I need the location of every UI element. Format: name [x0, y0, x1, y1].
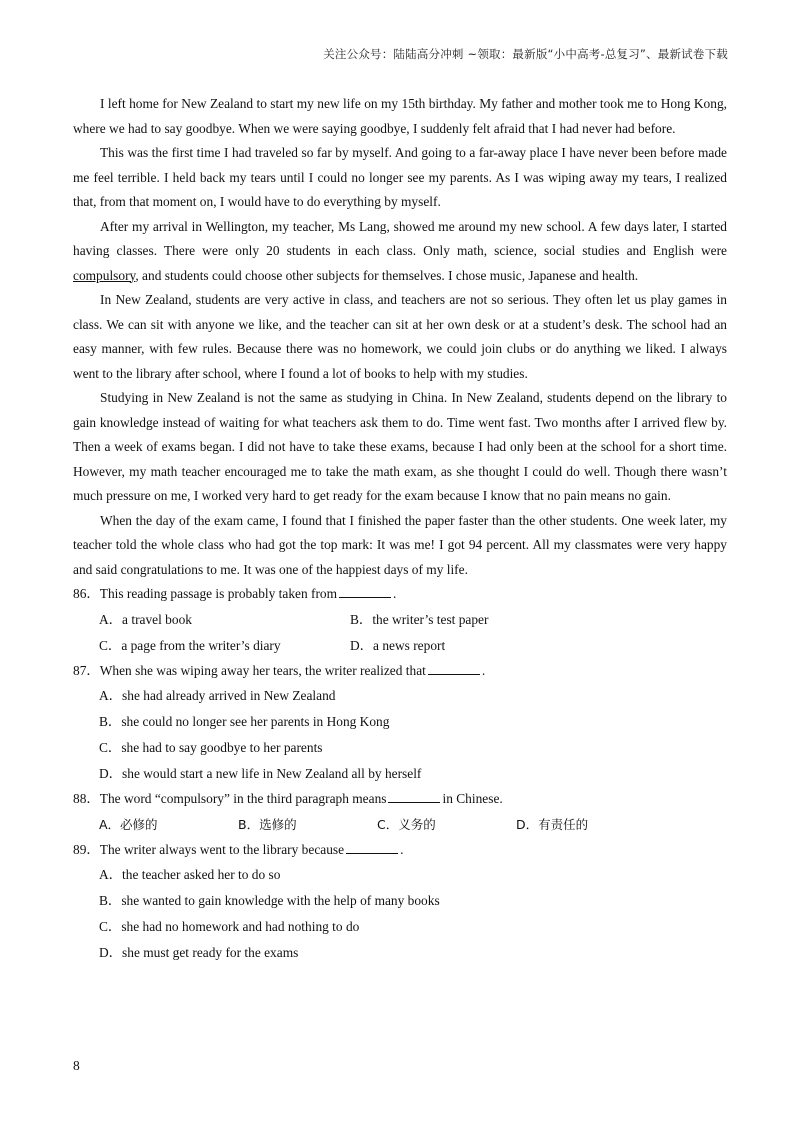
- question-86-options-row-2: [73, 633, 727, 659]
- question-stem: 87．When she was wiping away her tears, the writer realized that: [73, 662, 426, 678]
- question-88: [73, 787, 727, 812]
- question-86-options-row-1: [73, 607, 727, 633]
- question-stem: 89．The writer always went to the library because: [73, 841, 345, 857]
- answer-blank: [428, 662, 480, 675]
- paragraph-3-text-before: After my arrival in Wellington, my teacher, Ms Lang, showed me around my new school. A few days later, I started having classes. There were only 20 students in each class. Only math, science, social studies and English were: [73, 218, 727, 258]
- passage-paragraph-6: When the day of the exam came, I found that I finished the paper faster than the other students. One week later, my teacher told the whole class who had got the top mark: It was me! I got 94 percent. All my classmates were very happy and said congratulations to me. It was one of the happiest days of my life.: [73, 512, 727, 577]
- option-d: D．she must get ready for the exams: [99, 945, 299, 960]
- page-number: 8: [73, 1058, 80, 1073]
- option-c: C．she had no homework and had nothing to do: [99, 919, 360, 934]
- option-a: A．a travel book: [99, 611, 192, 627]
- passage-paragraph-2: This was the first time I had traveled so far by myself. And going to a far-away place I have never been before made me feel terrible. I held back my tears until I could no longer see my parents. As I was wiping away my tears, I realized that, from that moment on, I would have to do everything by myself.: [73, 145, 727, 209]
- paragraph-3-text-after: , and students could choose other subjects for themselves. I chose music, Japanese and health.: [135, 267, 639, 283]
- question-stem: 86．This reading passage is probably taken from: [73, 586, 338, 601]
- question-86: [73, 582, 727, 607]
- option-b: B．she wanted to gain knowledge with the help of many books: [99, 893, 440, 908]
- option-b: B．she could no longer see her parents in Hong Kong: [99, 714, 390, 729]
- option-b: B．选修的: [238, 816, 297, 832]
- option-d: D．a news report: [350, 637, 446, 653]
- answer-blank: [339, 585, 391, 598]
- passage-paragraph-4: In New Zealand, students are very active in class, and teachers are not so serious. They often let us play games in class. We can sit with anyone we like, and the teacher can sit at her own desk or at a student’s desk. The school had an easy manner, with few rules. Because there was no homework, we could join clubs or do anything we liked. I always went to the library after school, where I found a lot of books to help with my studies.: [73, 292, 727, 381]
- page-header: 关注公众号：陆陆高分冲刺 ~领取：最新版“小中高考-总复习”、最新试卷下载: [323, 47, 728, 61]
- option-a: A．必修的: [99, 816, 158, 832]
- question-87: [73, 659, 727, 684]
- option-a: A．the teacher asked her to do so: [99, 867, 281, 882]
- answer-blank: [388, 790, 440, 803]
- option-c: C．a page from the writer’s diary: [99, 637, 281, 653]
- option-a: A．she had already arrived in New Zealand: [99, 688, 336, 703]
- question-stem: 88．The word “compulsory” in the third paragraph means: [73, 791, 387, 806]
- question-89: [73, 838, 727, 863]
- option-b: B．the writer’s test paper: [350, 611, 489, 627]
- underlined-word: compulsory: [73, 267, 136, 283]
- document-body: [73, 92, 727, 966]
- question-stem-end: .: [393, 586, 397, 601]
- option-d: D．she would start a new life in New Zealand all by herself: [99, 766, 422, 781]
- answer-blank: [346, 841, 398, 854]
- option-c: C．义务的: [377, 816, 436, 832]
- question-stem-end: in Chinese.: [442, 791, 503, 806]
- passage-paragraph-5: Studying in New Zealand is not the same as studying in China. In New Zealand, students depend on the library to gain knowledge instead of waiting for what teachers ask them to do. Time went fast. Two months after I arrived flew by. Then a week of exams began. I did not have to take these exams, because I had only been at the school for a short time. However, my math teacher encouraged me to take the math exam, as she thought I could do well. Though there wasn’t much pressure on me, I worked very hard to get ready for the exam because I know that no pain means no gain.: [73, 390, 727, 503]
- passage-paragraph-1: I left home for New Zealand to start my new life on my 15th birthday. My father and mother took me to Hong Kong, where we had to say goodbye. When we were saying goodbye, I suddenly felt afraid that I had never had before.: [73, 96, 727, 136]
- question-stem-end: .: [400, 841, 404, 857]
- option-d: D．有责任的: [516, 816, 589, 832]
- question-stem-end: .: [481, 662, 486, 678]
- question-88-options-row: [73, 812, 727, 838]
- option-c: C．she had to say goodbye to her parents: [99, 740, 323, 755]
- passage-paragraph-3: [73, 215, 727, 289]
